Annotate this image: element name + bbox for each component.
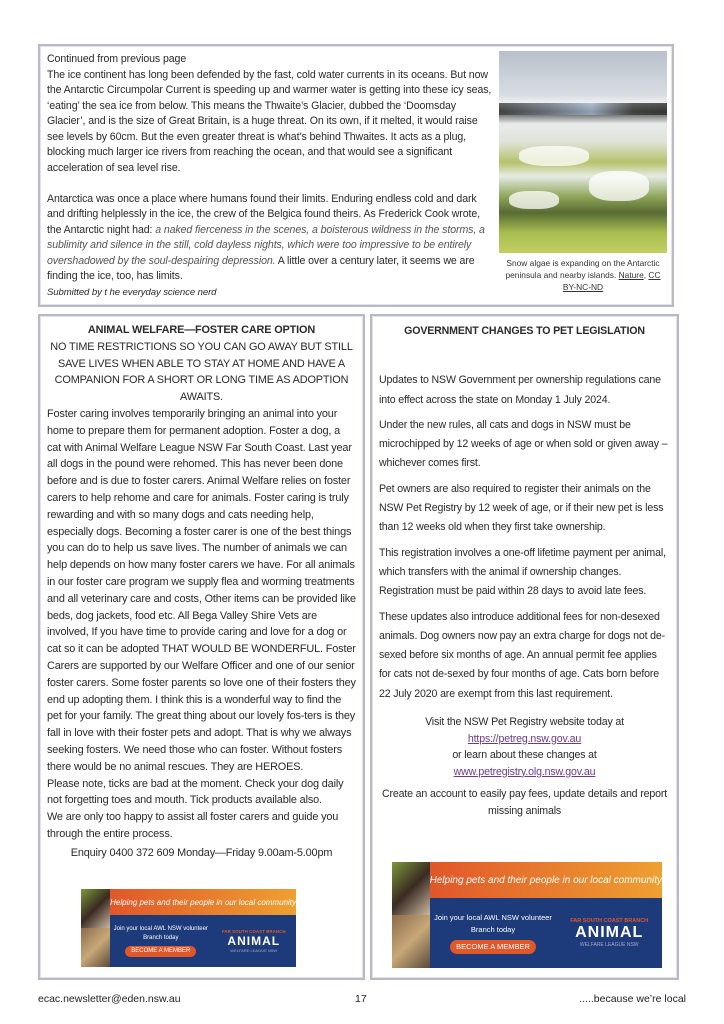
antarctica-article [38,44,674,307]
article-subtitle: NO TIME RESTRICTIONS SO YOU CAN GO AWAY BUT STILL SAVE LIVES WHEN ABLE TO STAY AT HOME AND HAVE A COMPANION FOR A SHORT OR LONG TIME AS ADOPTION AWAITS. [50,340,353,404]
footer-slogan: .....because we’re local [579,993,686,1005]
awl-banner [392,862,662,968]
nature-link[interactable]: Nature [618,270,644,280]
article-paragraph: Antarctica was once a place where humans found their limits. Enduring endless cold and dark and drifting helplessly in the ice, the crew of the Belgica found theirs. As Frederick Cook wrote, the Antarctic night had: a naked fierceness in the scenes, a boisterous wildness in the storms, a sublimity and silence in the still, cold dayless nights, which were too impressive to be entirely overshadowed by the soul-despairing depression. A little over a century later, it seems we are finding the ice, too, has limits. [47,192,485,282]
article-paragraph: Updates to NSW Government per ownership regulations cane into effect across the state on Monday 1 July 2024. [379,374,661,406]
cat-photo [81,928,110,967]
article-title: GOVERNMENT CHANGES TO PET LEGISLATION [404,325,645,337]
article-title: ANIMAL WELFARE—FOSTER CARE OPTION [87,324,316,336]
article-paragraph: These updates also introduce additional fees for non-desexed animals. Dog owners now pay an extra charge for dogs not de-sexed before six months of age. An annual permit fee applies for cats not de-sexed by four months of age. Cats born before 22 July 2020 are exempt from this last requirement. [379,610,666,700]
ticks-note: Please note, ticks are bad at the moment. Check your dog daily not forgetting toes and mouth. Tick products available also. [47,777,344,807]
dog-photo [392,862,430,915]
article-paragraph: Pet owners are also required to register their animals on the NSW Pet Registry by 12 week of age, or if their new pet is less than 12 weeks old when they first take ownership. [379,482,664,534]
awl-logo: FAR SOUTH COAST BRANCH ANIMAL WELFARE LEAGUE NSW [221,929,286,953]
petregistry-link[interactable]: www.petregistry.olg.nsw.gov.au [453,765,596,778]
become-member-button[interactable]: BECOME A MEMBER [450,940,536,954]
animal-welfare-article [38,314,365,980]
cook-quote: a naked fierceness in the scenes, a boisterous wildness in the storms, a sublimity and silence in the still, cold dayless nights, which were too impressive to be entirely overshadowed by the soul-despairing depression. [47,223,485,267]
article-paragraph: Under the new rules, all cats and dogs in NSW must be microchipped by 12 weeks of age or when sold or given away – whichever comes first. [379,418,668,470]
dog-photo [81,889,110,928]
visit-text: Visit the NSW Pet Registry website today at [425,716,624,729]
learn-text: or learn about these changes at [452,749,597,762]
banner-tagline: Helping pets and their people in our local community [110,889,296,915]
cat-photo [392,915,430,968]
snow-algae-photo [499,51,667,253]
awl-banner [81,889,296,967]
footer-email[interactable]: ecac.newsletter@eden.nsw.au [38,993,181,1005]
join-text: Join your local AWL NSW volunteer Branch today [434,913,552,934]
become-member-button[interactable]: BECOME A MEMBER [125,946,196,957]
enquiry-line: Enquiry 0400 372 609 Monday—Friday 9.00am-5.00pm [70,846,333,859]
awl-logo: FAR SOUTH COAST BRANCH ANIMAL WELFARE LEAGUE NSW [570,918,649,948]
petreg-link[interactable]: https://petreg.nsw.gov.au [467,732,582,745]
article-body: Foster caring involves temporarily bringing an animal into your home to prepare them for permanent adoption. Foster a dog, a cat with Animal Welfare League NSW Far South Coast. Last year all dogs in the pound were rehomed. This has never been done before and is due to foster carers. Animal Welfare relies on foster carers to help rehome and care for animals. Foster caring is truly rewarding and with so many dogs and cats needing help, especially dogs. Becoming a foster carer is one of the best things you can do to help us save lives. The number of animals we can help depends on how many foster carers we have. For all animals in our foster care program we supply flea and worming treatments and all veterinary care and costs, Other items can be provided like beds, dog jackets, food etc. All Bega Valley Shire Vets are involved, If you have time to provide caring and love for a dog or cat so it can be adopted THAT WOULD BE WONDERFUL. Foster Carers are supported by our Welfare Officer and one of our senior foster carers. Some foster parents so love one of their fosters they end up adopting them. I think this is a wonderful way to find the pet for your family. The great thing about our lovely fos-ters is they fall in love with their foster pets and adopt. That is why we always seeking fosters. We need those who can foster. Without fosters there would be no animal rescues. They are HEROES. [47,407,356,773]
continued-note: Continued from previous page [47,53,187,65]
page-number: 17 [355,993,367,1005]
photo-caption: Snow algae is expanding on the Antarctic peninsula and nearby islands. Nature, CC BY-NC-ND [505,258,661,292]
join-text: Join your local AWL NSW volunteer Branch today [113,926,208,941]
account-text: Create an account to easily pay fees, update details and report missing animals [381,788,667,817]
article-paragraph: The ice continent has long been defended by the fast, cold water currents in its oceans. But now the Antarctic Circumpolar Current is speeding up and warmer water is getting into these icy seas, ‘eating’ the sea ice from below. This means the Thwaite’s Glacier, dubbed the ‘Doomsday Glacier’, and is the size of Great Britain, is a huge threat. On its own, if it melted, it would raise see levels by 60cm. But the even greater threat is what’s behind Thwaites. It acts as a plug, blocking much larger ice rivers from reaching the ocean, and that would see a significant acceleration of sea level rise. [47,68,492,174]
article-text [47,52,495,300]
banner-tagline: Helping pets and their people in our local community [430,862,662,898]
assist-note: We are only too happy to assist all foster carers and guide you through the entire process. [47,811,339,840]
article-paragraph: This registration involves a one-off lifetime payment per animal, which transfers with the animal if ownership changes. Registration must be paid within 28 days to avoid late fees. [379,546,666,598]
license-link[interactable]: CC BY-NC-ND [562,270,661,292]
submitted-by: Submitted by t he everyday science nerd [47,286,217,298]
